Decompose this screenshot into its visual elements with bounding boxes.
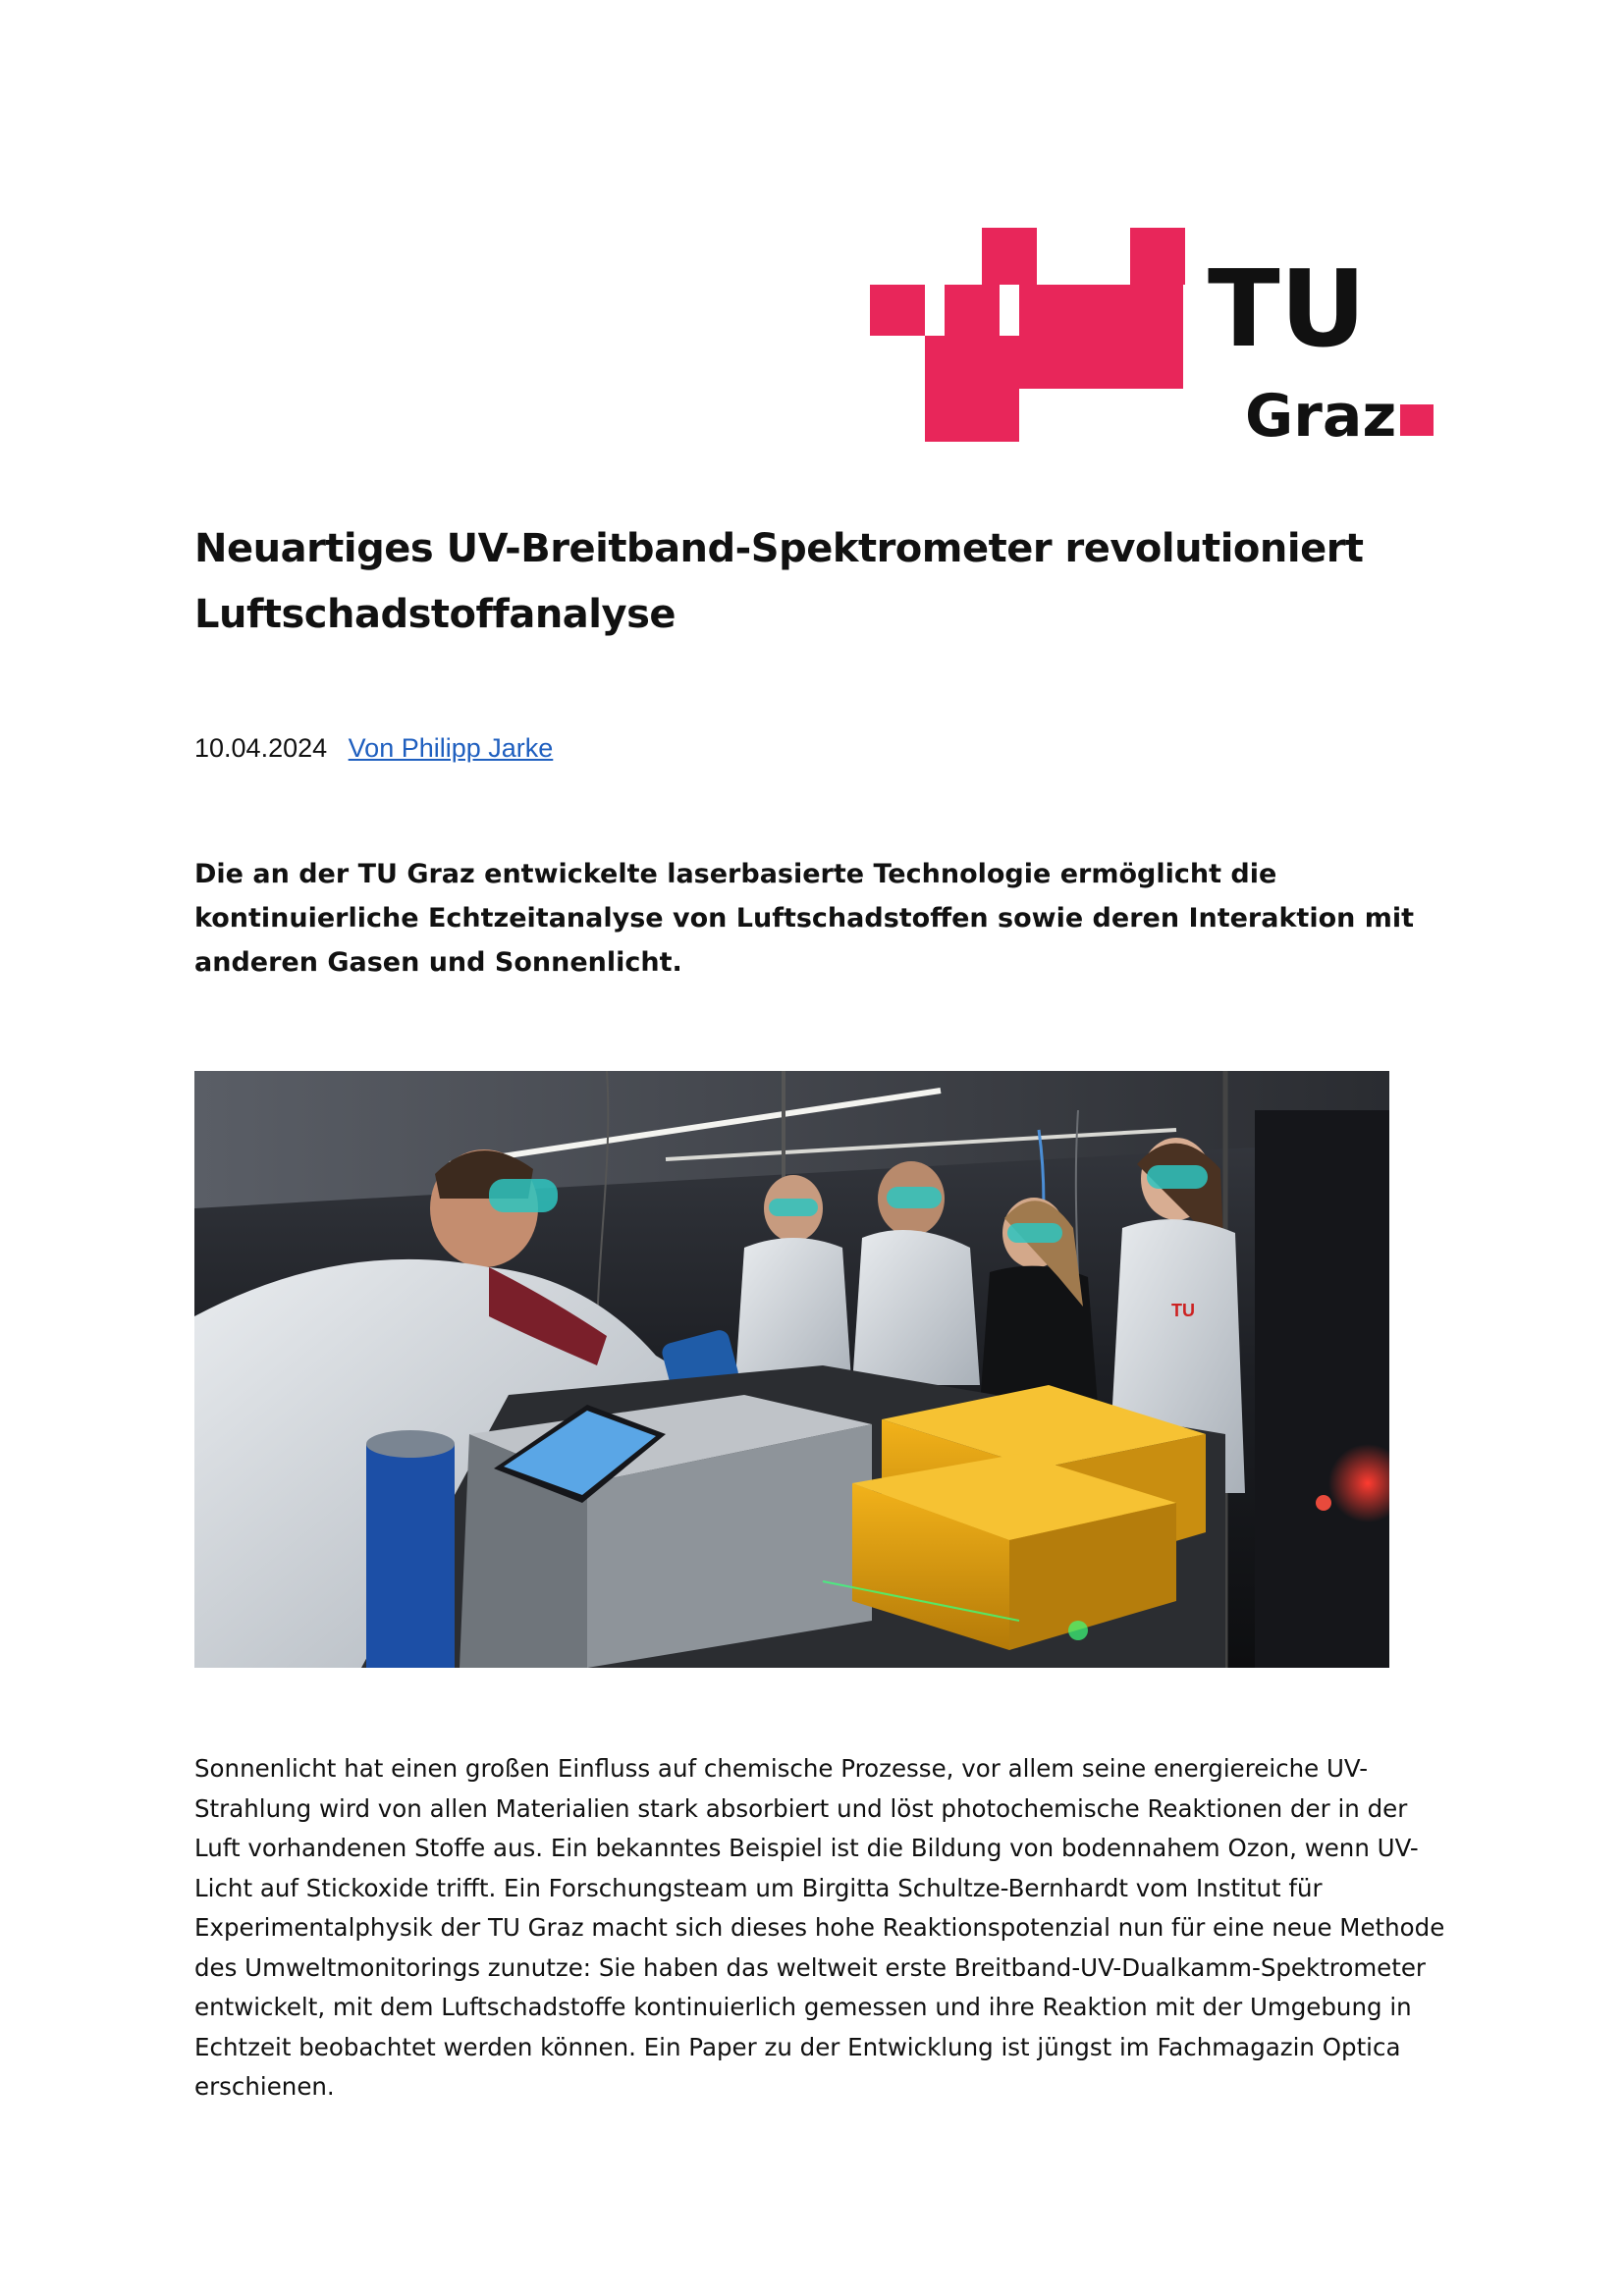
tu-graz-logo (870, 228, 1435, 442)
logo-tu-text: TU (1208, 248, 1367, 371)
author-link[interactable]: Von Philipp Jarke (348, 733, 554, 763)
logo-square (1400, 404, 1434, 436)
article-lead: Die an der TU Graz entwickelte laserbasierte Technologie ermöglicht die kontinuierliche Echtzeitanalyse von Luftschadstoffen sowie deren Interaktion mit anderen Gasen und Sonnenlicht. (194, 859, 1415, 978)
lab-photo (194, 1071, 1389, 1668)
logo-block-pattern (870, 228, 1185, 442)
article-title: Neuartiges UV-Breitband-Spektrometer revolutioniert Luftschadstoffanalyse (194, 526, 1364, 637)
coat-label: TU (1171, 1301, 1195, 1320)
article-meta (194, 730, 553, 766)
article-body: Sonnenlicht hat einen großen Einfluss auf chemische Prozesse, vor allem seine energiereiche UV-Strahlung wird von allen Materialien stark absorbiert und löst photochemische Reaktionen der in der Luft vorhandenen Stoffe aus. Ein bekanntes Beispiel ist die Bildung von bodennahem Ozon, wenn UV-Licht auf Stickoxide trifft. Ein Forschungsteam um Birgitta Schultze-Bernhardt vom Institut für Experimentalphysik der TU Graz macht sich dieses hohe Reaktionspotenzial nun für eine neue Methode des Umweltmonitorings zunutze: Sie haben das weltweit erste Breitband-UV-Dualkamm-Spektrometer entwickelt, mit dem Luftschadstoffe kontinuierlich gemessen und ihre Reaktion mit der Umgebung in Echtzeit beobachtet werden können. Ein Paper zu der Entwicklung ist jüngst im Fachmagazin Optica erschienen. (194, 1754, 1445, 2101)
logo-graz-text: Graz (1245, 382, 1397, 442)
article-date: 10.04.2024 (194, 733, 328, 763)
